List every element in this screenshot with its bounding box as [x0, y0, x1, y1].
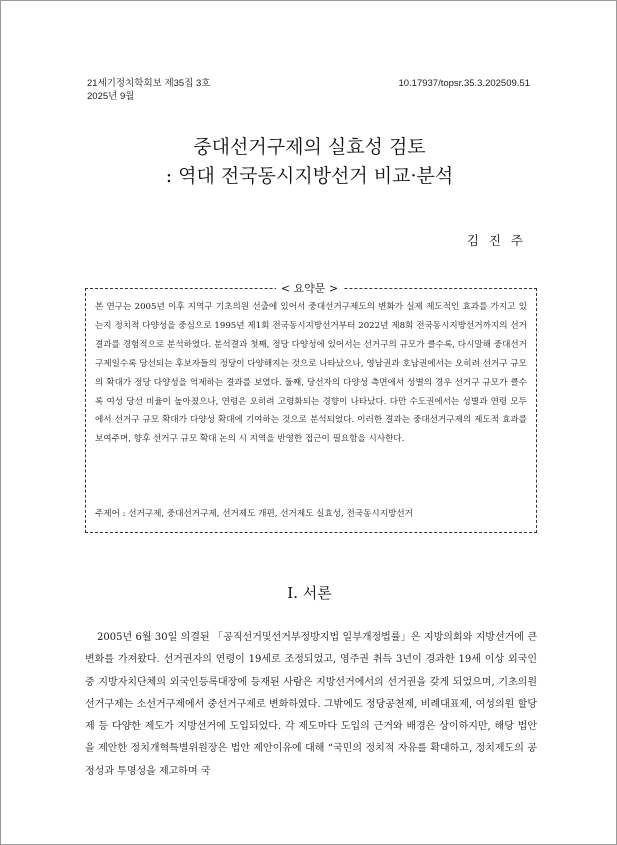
- paper-title: 중대선거구제의 실효성 검토: [193, 136, 426, 158]
- abstract-label-wrap: [1, 279, 617, 297]
- author-name: 김 진 주: [466, 233, 526, 248]
- section-title: Ⅰ. 서론: [287, 584, 332, 602]
- keywords: 주제어 : 선거구제, 중대선거구제, 선거제도 개편, 선거제도 실효성, 전국동시지방선거: [95, 509, 413, 519]
- journal-header: [87, 77, 210, 103]
- abstract-text: 본 연구는 2005년 이후 지역구 기초의원 선출에 있어서 중대선거구제도의 변화가 실제 제도적인 효과를 가지고 있는지 정치적 다양성을 중심으로 1995년 제1회 전국동시지방선거부터 2022년 제8회 전국동시지방선거까지의 선거결과를 경험적으로 분석하였다. 분석결과 첫째, 정당 다양성에 있어서는 선거구의 규모가 클수록, 다시말해 중대선거구제일수록 당선되는 후보자들의 정당이 다양해지는 것으로 나타났으나, 영남권과 호남권에서는 오히려 선거구 규모의 확대가 정당 다양성을 억제하는 결과를 보였다. 둘째, 당선자의 다양성 측면에서 성별의 경우 선거구 규모가 클수록 여성 당선 비율이 높아졌으나, 연령은 오히려 고령화되는 경향이 나타났다. 다만 수도권에서는 성별과 연령 모두에서 선거구 규모 확대가 다양성 확대에 기여하는 것으로 분석되었다. 이러한 결과는 중대선거구제의 제도적 효과를 보여주며, 향후 선거구 규모 확대 논의 시 지역을 반영한 접근이 필요함을 시사한다.: [95, 302, 527, 445]
- journal-date: 2025년 9월: [87, 91, 135, 102]
- abstract-label: < 요약문 >: [276, 282, 343, 295]
- journal-name: 21세기정치학회보 제35집 3호: [87, 78, 211, 89]
- doi: 10.17937/topsr.35.3.202509.51: [398, 78, 530, 89]
- paper-subtitle: : 역대 전국동시지방선거 비교·분석: [165, 165, 454, 187]
- section-body-text: 2005년 6월 30일 의결된 「공직선거및선거부정방지법 일부개정법률」은 지방의회와 지방선거에 큰 변화를 가져왔다. 선거권자의 연령이 19세로 조정되었고, 영주권 취득 3년이 경과한 19세 이상 외국인 중 지방자치단체의 외국인등록대장에 등재된 사람은 지방선거에서의 선거권을 갖게 되었으며, 기초의원 선거구제는 소선거구제에서 중선거구제로 변화하였다. 그밖에도 정당공천제, 비례대표제, 여성의원 할당제 등 다양한 제도가 지방선거에 도입되었다. 각 제도마다 도입의 근거와 배경은 상이하지만, 해당 법안을 제안한 정치개혁특별위원장은 법안 제안이유에 대해 “국민의 정치적 자유를 확대하고, 정치제도의 공정성과 투명성을 제고하며 국: [85, 632, 537, 777]
